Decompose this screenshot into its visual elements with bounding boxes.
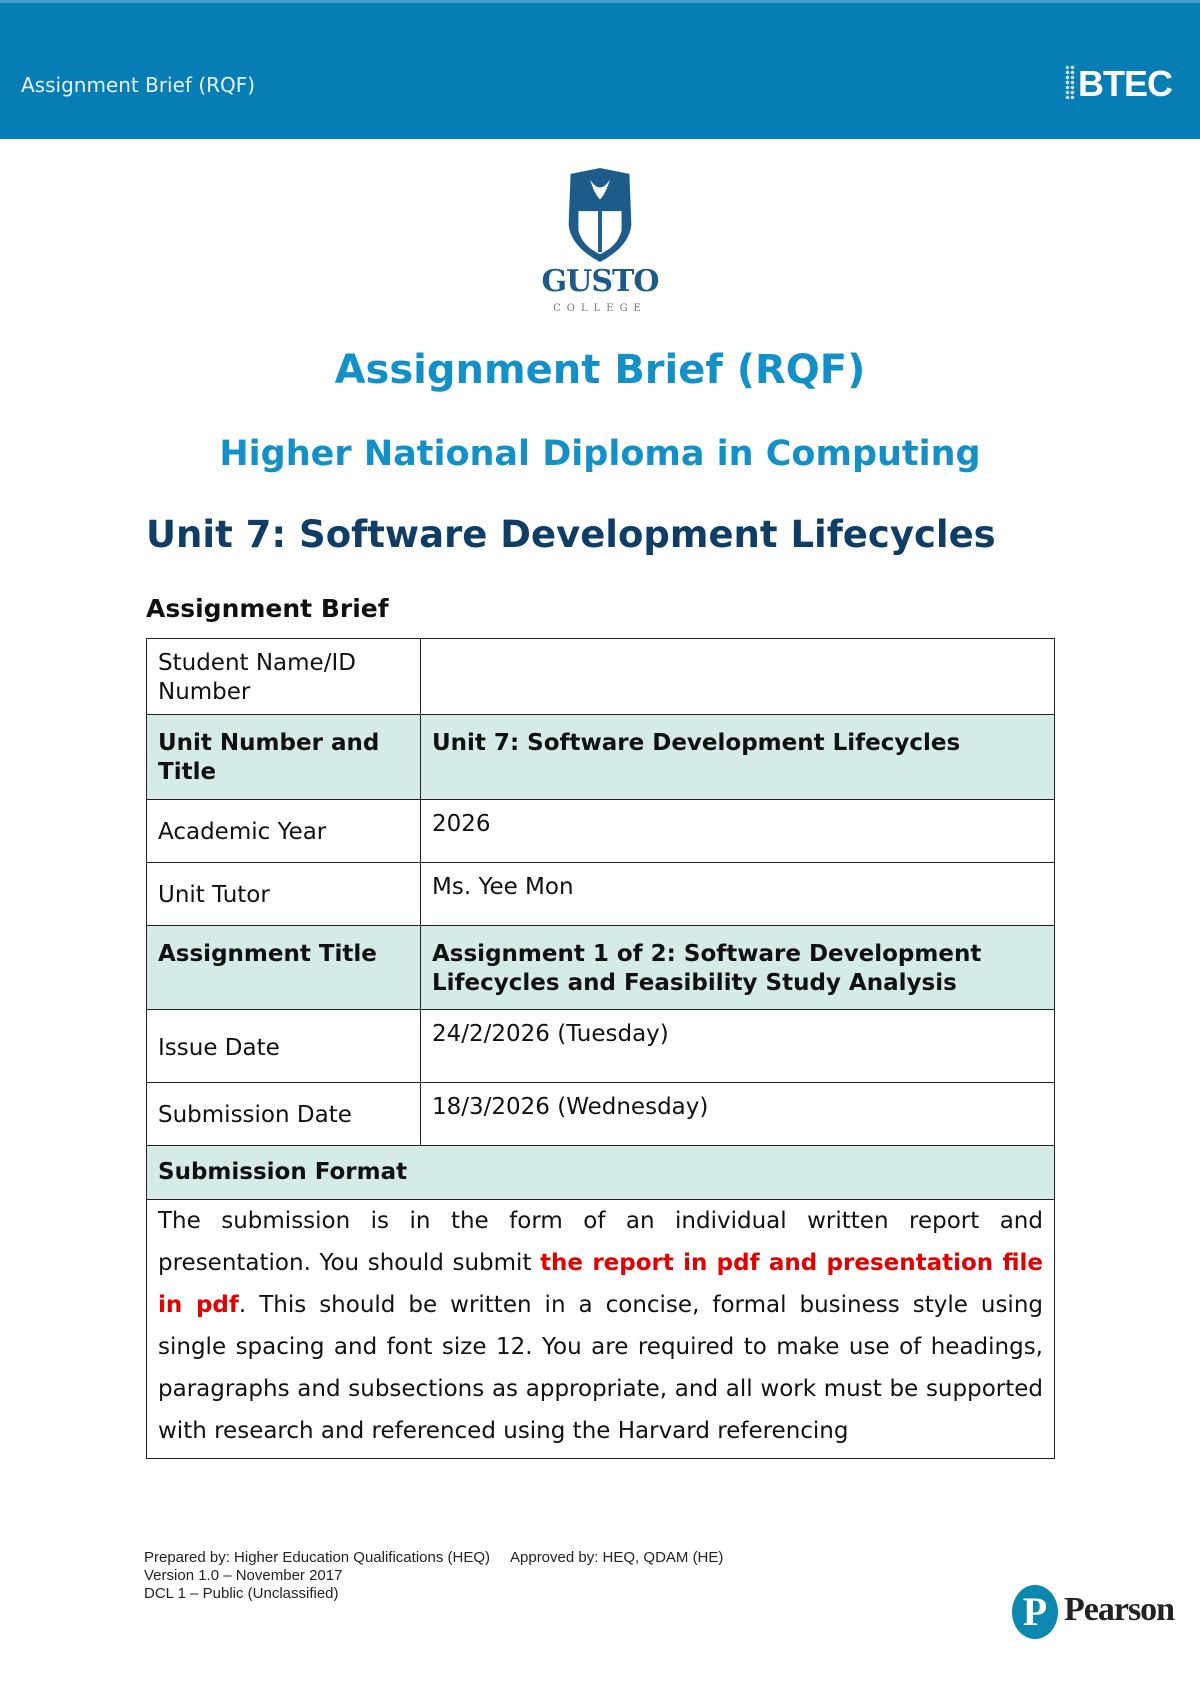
row-value: Ms. Yee Mon <box>421 863 1055 926</box>
format-text-highlight: the report in pdf and presentation file in pdf <box>158 1250 1043 1318</box>
row-value: Assignment 1 of 2: Software Development Lifecycles and Feasibility Study Analysis <box>421 926 1055 1010</box>
row-label: Issue Date <box>147 1010 421 1083</box>
gusto-college-logo <box>530 166 670 322</box>
table-row <box>147 863 1055 926</box>
row-value: Unit 7: Software Development Lifecycles <box>421 715 1055 800</box>
format-text-part-1: The submission is in the form of an individual written report and presentation. You should submit <box>158 1208 1043 1276</box>
btec-dots-icon <box>1065 65 1075 99</box>
header-title: Assignment Brief (RQF) <box>21 73 256 97</box>
btec-logo: BTEC <box>1078 63 1172 104</box>
table-row <box>147 926 1055 1010</box>
row-value: 18/3/2026 (Wednesday) <box>421 1083 1055 1146</box>
prepared-by: Prepared by: Higher Education Qualifications (HEQ) <box>144 1549 490 1566</box>
table-row <box>147 1010 1055 1083</box>
row-value: 2026 <box>421 800 1055 863</box>
table-row <box>147 1200 1055 1459</box>
version: Version 1.0 – November 2017 <box>144 1567 343 1584</box>
crest-icon <box>540 166 660 264</box>
row-value <box>421 639 1055 715</box>
table-row <box>147 715 1055 800</box>
table-row <box>147 1083 1055 1146</box>
page-header <box>0 0 1200 139</box>
row-label: Unit Number and Title <box>147 715 421 800</box>
table-row <box>147 639 1055 715</box>
row-value: 24/2/2026 (Tuesday) <box>421 1010 1055 1083</box>
section-heading: Assignment Brief <box>146 594 389 623</box>
row-label: Assignment Title <box>147 926 421 1010</box>
pearson-logo <box>1012 1585 1182 1641</box>
logo-name: GUSTO <box>541 264 659 299</box>
row-label: Student Name/ID Number <box>147 639 421 715</box>
footer-info <box>144 1549 723 1603</box>
submission-format-header: Submission Format <box>147 1146 1055 1200</box>
row-label: Submission Date <box>147 1083 421 1146</box>
submission-format-text <box>147 1200 1055 1459</box>
programme-title: Higher National Diploma in Computing <box>219 434 981 474</box>
row-label: Academic Year <box>147 800 421 863</box>
pearson-p-icon: P <box>1012 1585 1058 1639</box>
logo-subtitle: COLLEGE <box>553 303 647 314</box>
format-text-part-2: . This should be written in a concise, formal business style using single spacing and font size 12. You are required to make use of headings, paragraphs and subsections as appropriate, and all work must be supported with research and referenced using the Harvard referencing <box>158 1292 1043 1444</box>
classification: DCL 1 – Public (Unclassified) <box>144 1585 339 1602</box>
assignment-brief-table <box>146 638 1055 1459</box>
row-label: Unit Tutor <box>147 863 421 926</box>
unit-title: Unit 7: Software Development Lifecycles <box>146 513 996 556</box>
pearson-wordmark: Pearson <box>1064 1591 1175 1628</box>
approved-by: Approved by: HEQ, QDAM (HE) <box>510 1549 724 1566</box>
table-row <box>147 800 1055 863</box>
document-title: Assignment Brief (RQF) <box>334 347 866 393</box>
table-row <box>147 1146 1055 1200</box>
